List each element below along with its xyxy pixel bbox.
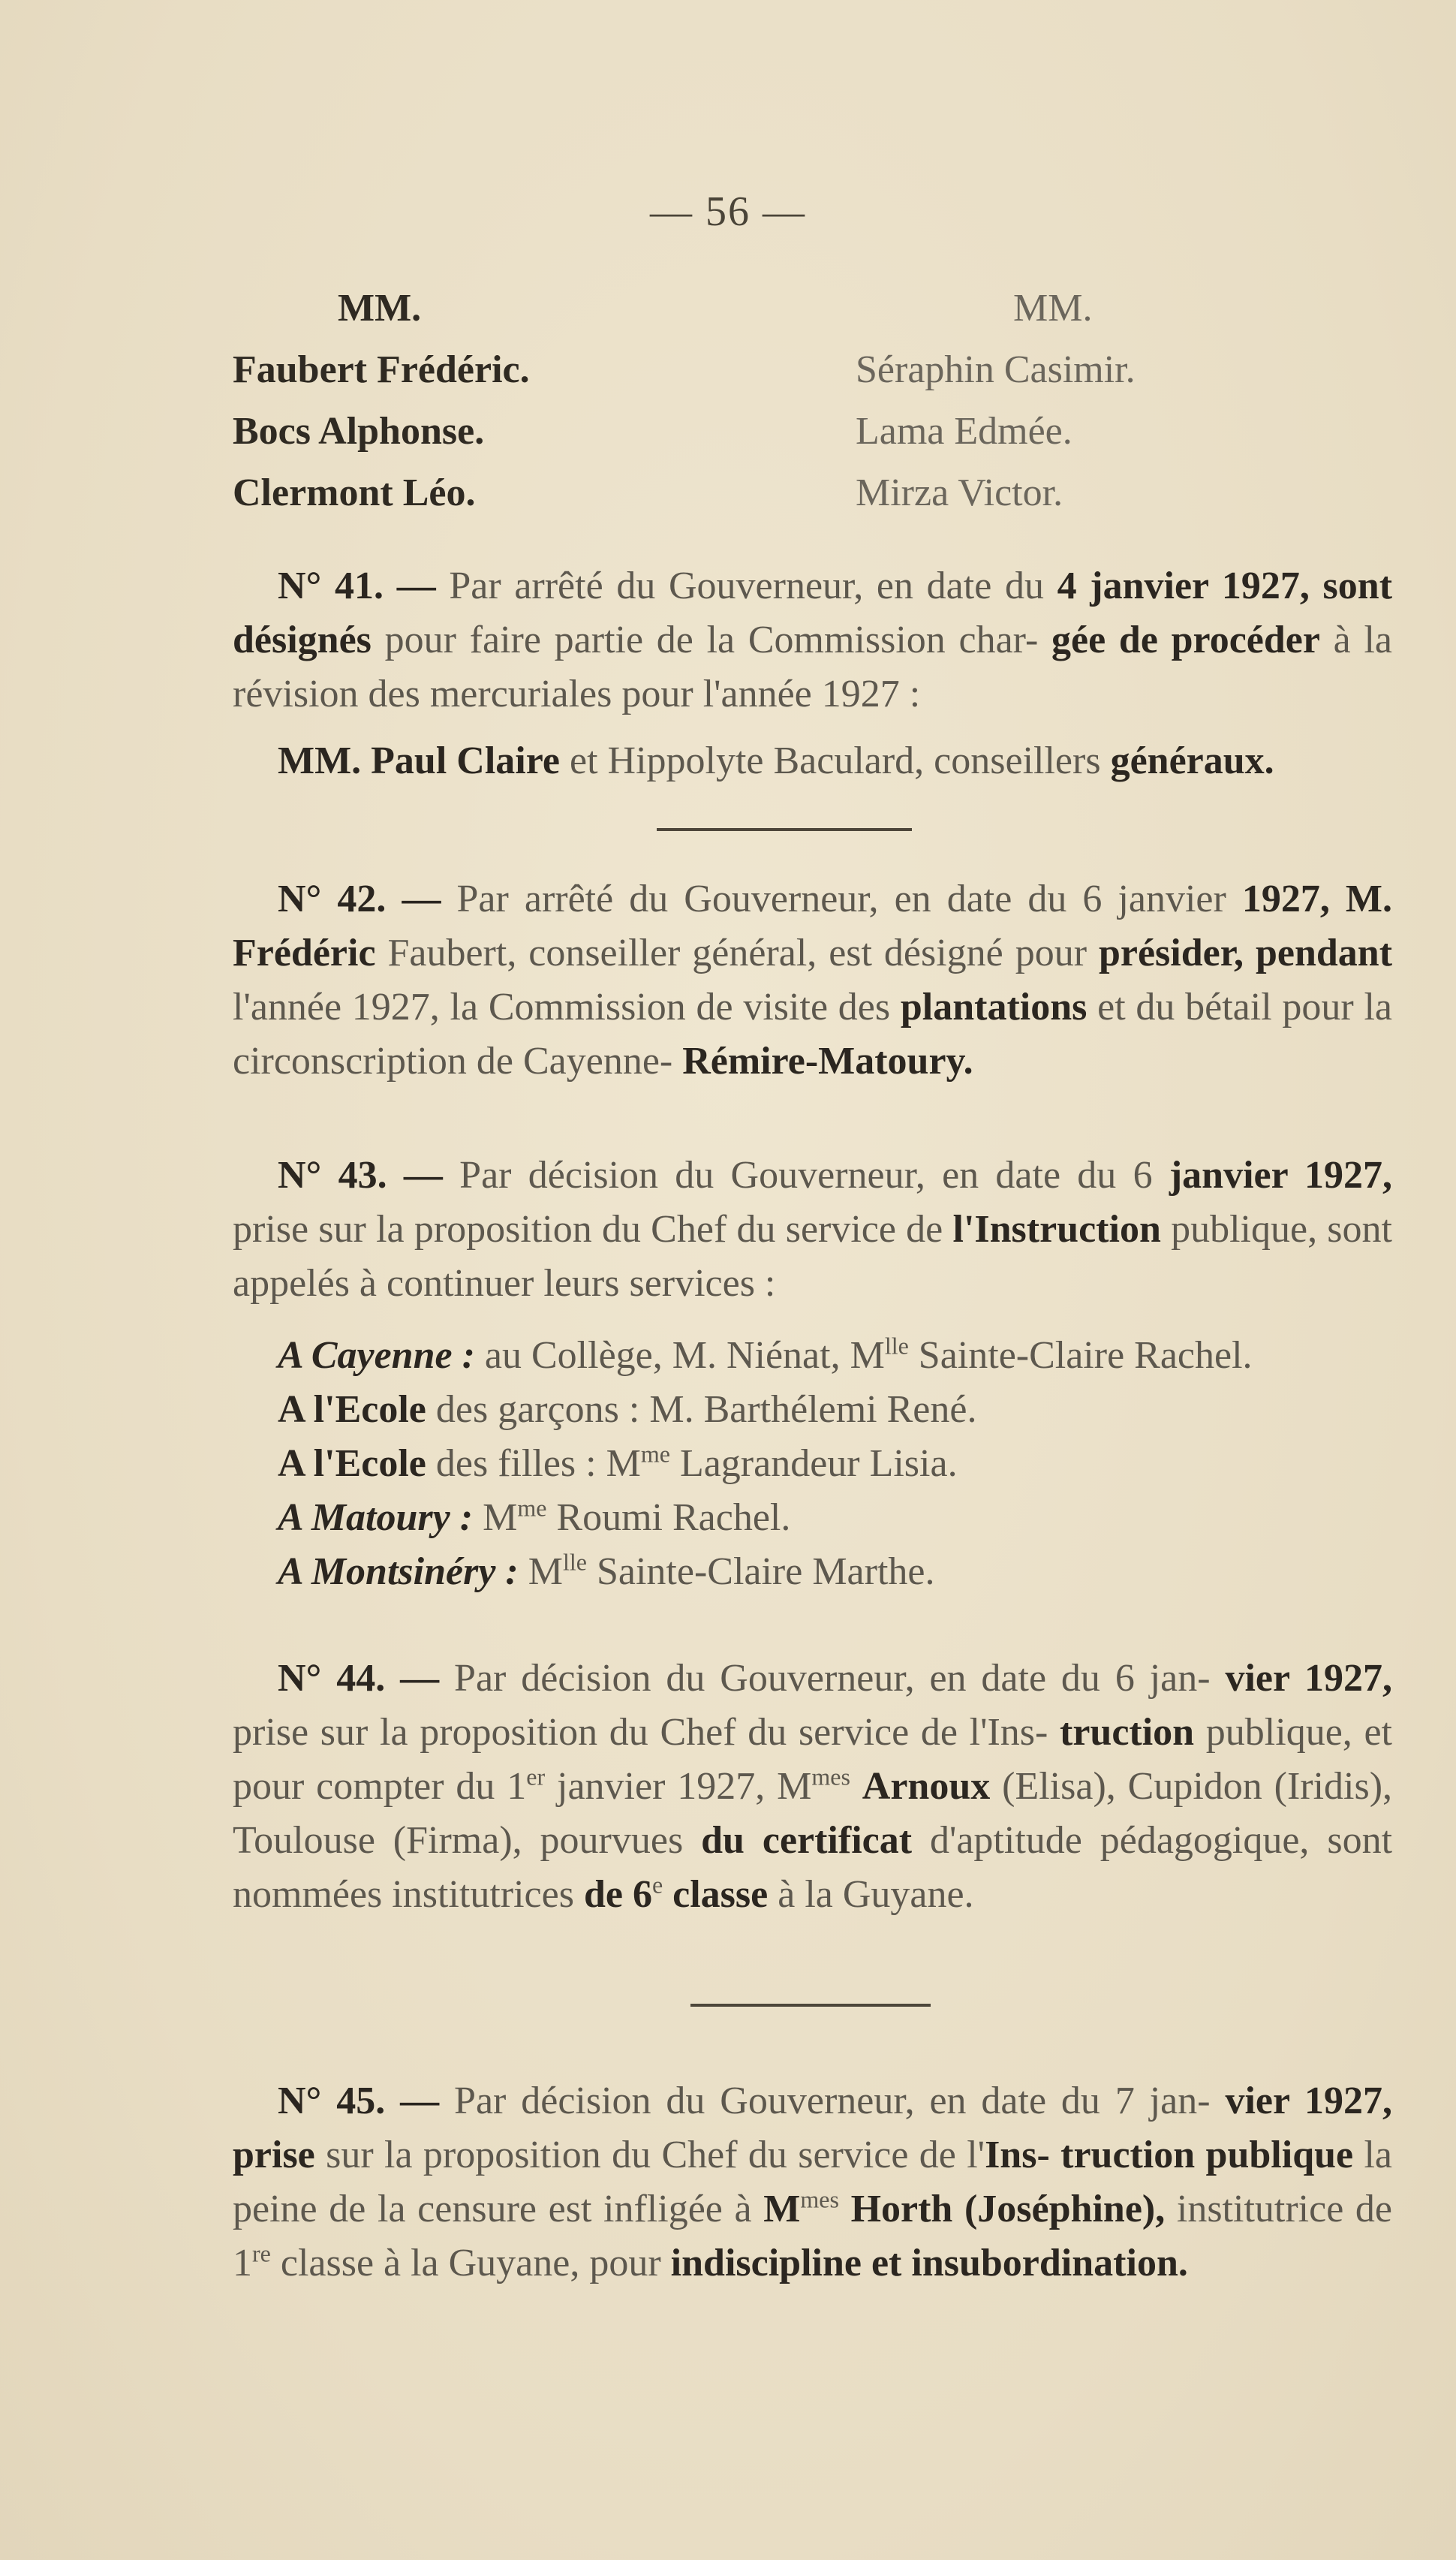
- text: Hippolyte Baculard, conseillers: [607, 739, 1101, 782]
- text: Sainte-Claire Rachel.: [908, 1334, 1253, 1377]
- bold-text: vier 1927,: [1225, 2080, 1393, 2122]
- bold-text: Horth (Joséphine),: [850, 2188, 1166, 2230]
- superscript: lle: [884, 1332, 909, 1360]
- item-45-paragraph: [233, 2074, 1392, 2290]
- bold-text: du certificat: [701, 1819, 913, 1862]
- left-name: Faubert Frédéric.: [233, 348, 530, 391]
- text: prise sur la proposition du Chef du service de: [233, 1208, 943, 1251]
- left-name: Bocs Alphonse.: [233, 410, 485, 453]
- school-label: A l'Ecole: [278, 1442, 426, 1485]
- bold-text: MM.: [278, 739, 362, 782]
- text: Par décision du Gouverneur, en date du 6: [459, 1154, 1153, 1197]
- bold-text: l'Instruction: [952, 1208, 1161, 1251]
- dash: —: [400, 1657, 440, 1700]
- text: publique, et pour compter du 1: [233, 1711, 1392, 1808]
- text: pour faire partie de la Commission char-: [384, 619, 1039, 661]
- dash: —: [396, 565, 436, 607]
- text: et: [569, 739, 598, 782]
- text: janvier 1927, M: [545, 1765, 812, 1808]
- dash: —: [400, 2080, 440, 2122]
- bold-text: prise: [233, 2134, 315, 2176]
- school-assignment: [278, 1437, 958, 1491]
- text: d'aptitude pédagogique, sont nommées institutrices: [233, 1819, 1393, 1916]
- item-43-number: N° 43.: [278, 1154, 387, 1197]
- text: institutrice de 1: [233, 2188, 1393, 2284]
- superscript: lle: [562, 1548, 587, 1576]
- right-name: Séraphin Casimir.: [856, 348, 1136, 391]
- text: Lagrandeur Lisia.: [669, 1442, 958, 1485]
- right-column-heading: MM.: [1013, 287, 1093, 330]
- text: publique, sont appelés à continuer leurs services :: [233, 1208, 1392, 1305]
- right-name: Lama Edmée.: [856, 410, 1072, 453]
- item-41-number: N° 41.: [278, 565, 384, 607]
- bold-text: Arnoux: [862, 1765, 991, 1808]
- item-42-number: N° 42.: [278, 878, 387, 920]
- school-label: A Matoury :: [278, 1496, 474, 1539]
- bold-text: Rémire-Matoury.: [682, 1040, 973, 1083]
- item-43-paragraph: [233, 1149, 1392, 1311]
- school-assignment: [278, 1383, 976, 1437]
- bold-text: 1927, M. Frédéric: [233, 878, 1392, 974]
- bold-text: de 6: [583, 1873, 652, 1916]
- right-name: Mirza Victor.: [856, 471, 1063, 514]
- text: Sainte-Claire Marthe.: [586, 1550, 935, 1593]
- right-name-column: [856, 278, 1136, 524]
- text: et du bétail pour la circonscription de Cayenne-: [233, 986, 1392, 1083]
- superscript: mes: [800, 2185, 839, 2213]
- superscript: me: [640, 1440, 670, 1468]
- text: Par décision du Gouverneur, en date du 7 jan-: [454, 2080, 1211, 2122]
- bold-text: sont désignés: [233, 565, 1393, 661]
- text: Par arrêté du Gouverneur, en date du 6 janvier: [456, 878, 1226, 920]
- text: prise sur la proposition du Chef du service de l'Ins-: [233, 1711, 1048, 1754]
- bold-text: classe: [663, 1873, 769, 1916]
- text: à la révision des mercuriales pour l'année 1927 :: [233, 619, 1393, 715]
- text: la peine de la censure est infligée à: [233, 2134, 1392, 2230]
- item-44-number: N° 44.: [278, 1657, 386, 1700]
- superscript: mes: [811, 1763, 850, 1790]
- dash: —: [403, 1154, 443, 1197]
- superscript: e: [651, 1871, 663, 1899]
- school-label: A l'Ecole: [278, 1388, 426, 1431]
- bold-text: généraux.: [1110, 739, 1274, 782]
- text: Faubert, conseiller général, est désigné pour: [387, 932, 1087, 974]
- bold-text: janvier 1927,: [1169, 1154, 1393, 1197]
- item-41-members: [233, 734, 1392, 788]
- left-name: Clermont Léo.: [233, 471, 476, 514]
- school-assignment: [278, 1491, 790, 1545]
- text: (Elisa), Cupidon (Iridis), Toulouse (Firma), pourvues: [233, 1765, 1393, 1862]
- bold-text: vier 1927,: [1225, 1657, 1393, 1700]
- bold-text: gée de procéder: [1051, 619, 1320, 661]
- text: Par décision du Gouverneur, en date du 6 jan-: [454, 1657, 1211, 1700]
- bold-text: Ins-: [985, 2134, 1050, 2176]
- text: au Collège, M. Niénat, M: [484, 1334, 885, 1377]
- bold-text: et insubordination.: [871, 2242, 1188, 2284]
- bold-text: truction: [1060, 1711, 1195, 1754]
- bold-text: M: [763, 2188, 801, 2230]
- bold-text: présider, pendant: [1098, 932, 1393, 974]
- text: M: [528, 1550, 563, 1593]
- superscript: re: [252, 2239, 271, 2267]
- school-assignment: [278, 1329, 1253, 1383]
- bold-text: 4 janvier 1927,: [1057, 565, 1310, 607]
- text: l'année 1927, la Commission de visite des: [233, 986, 891, 1029]
- separator-rule: [657, 828, 912, 831]
- item-45-number: N° 45.: [278, 2080, 386, 2122]
- text: sur la proposition du Chef du service de l': [326, 2134, 985, 2176]
- item-44-paragraph: [233, 1652, 1392, 1922]
- bold-text: Paul Claire: [371, 739, 560, 782]
- separator-rule: [690, 2004, 931, 2007]
- bold-text: indiscipline: [670, 2242, 862, 2284]
- text: à la Guyane.: [778, 1873, 974, 1916]
- bold-text: plantations: [900, 986, 1087, 1029]
- item-42-paragraph: [233, 872, 1392, 1089]
- bold-text: truction publique: [1060, 2134, 1354, 2176]
- superscript: er: [526, 1763, 546, 1790]
- superscript: me: [517, 1494, 547, 1522]
- text: Par arrêté du Gouverneur, en date du: [449, 565, 1044, 607]
- left-column-heading: MM.: [338, 287, 422, 330]
- item-41-paragraph: [233, 559, 1392, 721]
- left-name-column: [233, 278, 530, 524]
- text: M: [483, 1496, 518, 1539]
- text: classe à la Guyane, pour: [270, 2242, 661, 2284]
- school-assignment: [278, 1545, 934, 1599]
- dash: —: [402, 878, 441, 920]
- text: Roumi Rachel.: [546, 1496, 791, 1539]
- text: des garçons : M. Barthélemi René.: [435, 1388, 977, 1431]
- school-label: A Montsinéry :: [278, 1550, 519, 1593]
- text: des filles : M: [435, 1442, 641, 1485]
- school-label: A Cayenne :: [278, 1334, 475, 1377]
- page-number: — 56 —: [650, 188, 806, 235]
